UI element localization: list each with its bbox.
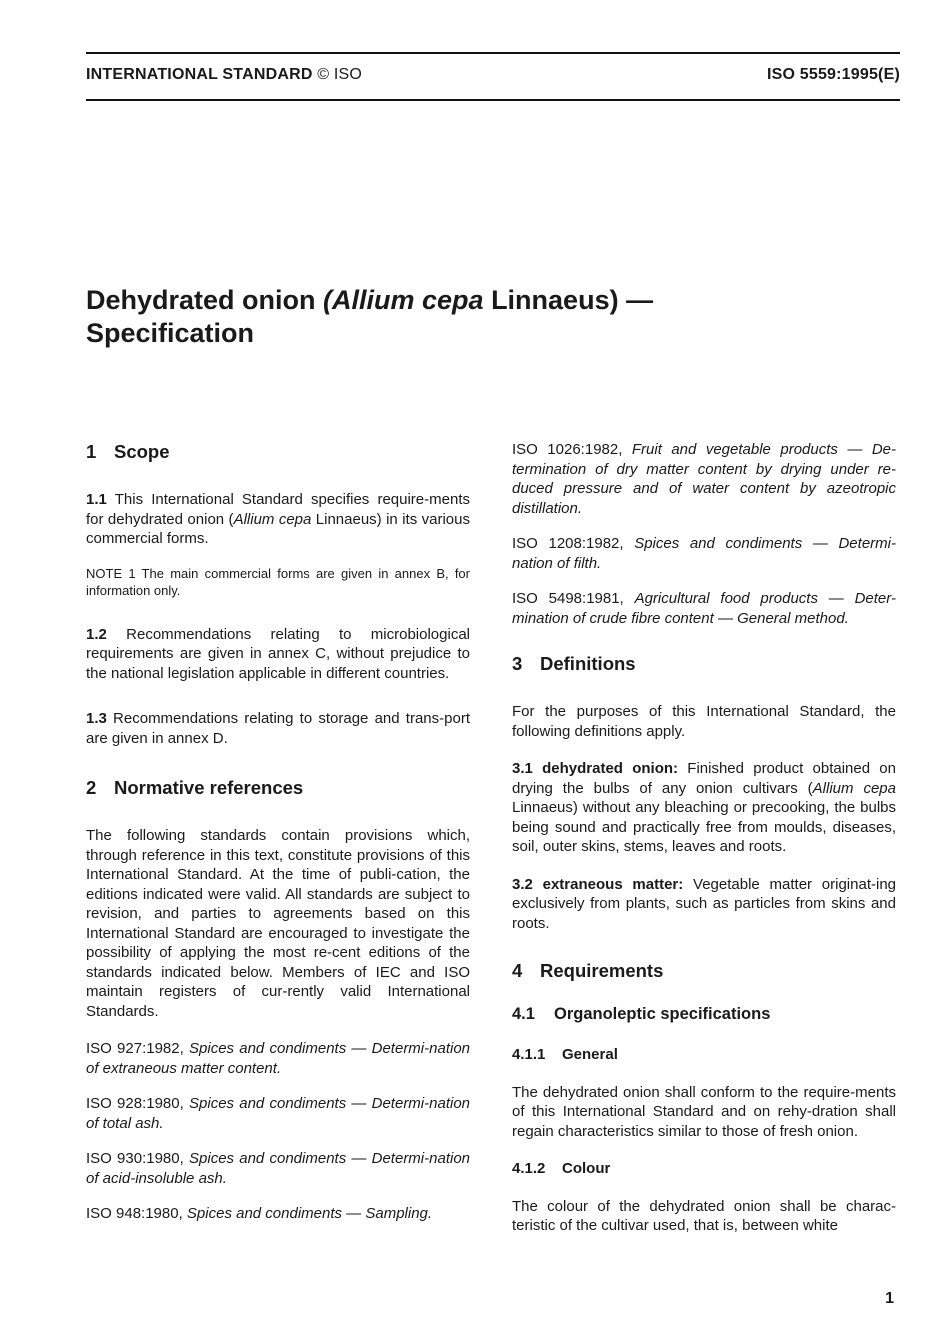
- paragraph-1-2: 1.2 Recommendations relating to microbiological requirements are given in annex C, without prejudice to the national legislation applicable in different countries.: [86, 625, 470, 682]
- section-heading-requirements: 4 Requirements: [512, 960, 664, 981]
- section-heading-organoleptic: 4.1 Organoleptic specifications: [512, 1005, 771, 1023]
- reference-iso-948: ISO 948:1980, Spices and condiments — Sampling.: [86, 1205, 433, 1222]
- reference-iso-928: ISO 928:1980, Spices and condiments — Determi-nation of total ash.: [86, 1095, 470, 1132]
- colour-text: The colour of the dehydrated onion shall be charac-teristic of the cultivar used, that is, between white: [512, 1197, 896, 1234]
- normative-references-text: The following standards contain provisions which, through reference in this text, constitute provisions of this International Standard. At the time of publi-cation, the editions indicated were valid. All standards are subject to revision, and parties to agreements based on this International Standard are encouraged to investigate the possibility of applying the most re-cent editions of the standards indicated below. Members of IEC and ISO maintain registers of cur-rently valid International Standards.: [86, 827, 470, 1020]
- section-heading-definitions: 3 Definitions: [512, 653, 636, 674]
- header-standard-label: INTERNATIONAL STANDARD: [86, 66, 313, 83]
- right-column: [512, 440, 896, 1252]
- header-doc-number: ISO 5559:1995(E): [766, 66, 900, 83]
- header-left: [86, 66, 362, 84]
- definitions-intro: For the purposes of this International Standard, the following definitions apply.: [512, 703, 896, 740]
- header-top-rule: [86, 52, 900, 54]
- reference-iso-1026: ISO 1026:1982, Fruit and vegetable products — De-termination of dry matter content by drying under re-duced pressure and of water content by azeotropic distillation.: [512, 441, 897, 517]
- reference-iso-930: ISO 930:1980, Spices and condiments — Determi-nation of acid-insoluble ash.: [86, 1150, 470, 1187]
- paragraph-1-1: 1.1 This International Standard specifies require-ments for dehydrated onion (Allium cepa Linnaeus) in its various commercial forms.: [86, 491, 470, 547]
- reference-iso-927: ISO 927:1982, Spices and condiments — Determi-nation of extraneous matter content.: [86, 1040, 470, 1077]
- page-number: 1: [885, 1290, 894, 1307]
- paragraph-1-3: 1.3 Recommendations relating to storage and trans-port are given in annex D.: [86, 710, 470, 747]
- reference-iso-5498: ISO 5498:1981, Agricultural food products — Deter-mination of crude fibre content — General method.: [512, 590, 896, 627]
- section-heading-general: 4.1.1 General: [512, 1046, 618, 1063]
- note-1: NOTE 1 The main commercial forms are given in annex B, for information only.: [86, 565, 470, 598]
- left-column: [86, 440, 470, 1240]
- general-text: The dehydrated onion shall conform to the require-ments of this International Standard and on rehy-dration shall regain characteristics similar to those of fresh onion.: [512, 1083, 896, 1140]
- document-title: Dehydrated onion (Allium cepa Linnaeus) — Specification: [86, 285, 654, 348]
- header-bottom-rule: [86, 99, 900, 101]
- definition-3-2: 3.2 extraneous matter: Vegetable matter originat-ing exclusively from plants, such as particles from skins and roots.: [512, 875, 896, 932]
- section-heading-colour: 4.1.2 Colour: [512, 1160, 611, 1177]
- section-heading-scope: 1 Scope: [86, 441, 170, 462]
- header-copyright: © ISO: [317, 66, 363, 83]
- section-heading-normative-references: 2 Normative references: [86, 777, 304, 798]
- definition-3-1: 3.1 dehydrated onion: Finished product obtained on drying the bulbs of any onion cultivars (Allium cepa Linnaeus) without any bleaching or precooking, the bulbs being sound and practically free from moulds, diseases, soil, outer skins, stems, leaves and roots.: [512, 760, 896, 855]
- reference-iso-1208: ISO 1208:1982, Spices and condiments — Determi-nation of filth.: [512, 535, 896, 572]
